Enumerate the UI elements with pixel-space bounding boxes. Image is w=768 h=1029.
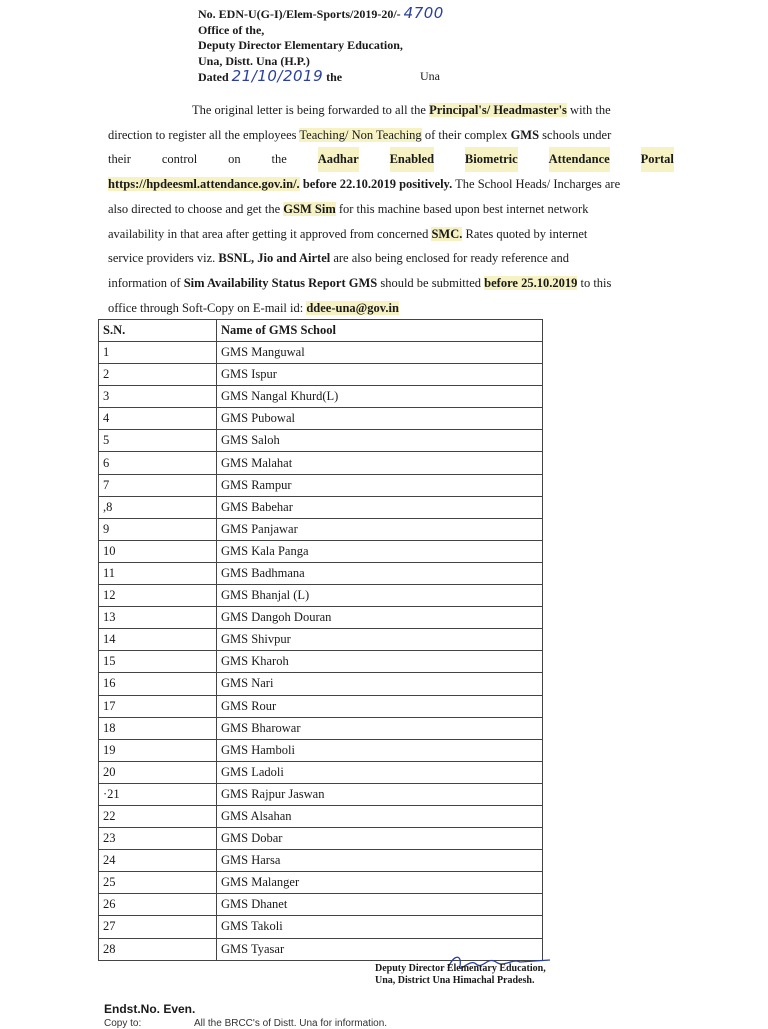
table-row [99,452,543,474]
table-row [99,585,543,607]
signature-block [375,963,546,987]
highlighted-word: Aadhar [318,147,359,172]
highlighted-text: GSM Sim [283,201,336,216]
highlighted-text: before 25.10.2019 [484,275,578,290]
school-name-cell: GMS Bharowar [217,717,543,739]
table-row [99,474,543,496]
school-name-cell: GMS Rampur [217,474,543,496]
table-row [99,673,543,695]
body-text-fragment: of their complex [424,127,508,142]
table-row [99,828,543,850]
serial-number-cell: 11 [99,562,217,584]
table-body [99,342,543,961]
body-text-fragment: The original letter is being forwarded to all the [192,103,426,117]
body-line-6 [108,222,674,247]
body-line-7 [108,246,674,271]
serial-number-cell: 22 [99,805,217,827]
table-row [99,872,543,894]
serial-number-cell: 3 [99,386,217,408]
body-text-fragment: should be submitted [380,275,482,290]
school-name-cell: GMS Shivpur [217,629,543,651]
reference-number: No. EDN-U(G-I)/Elem-Sports/2019-20/- [198,7,401,21]
serial-number-cell: 17 [99,695,217,717]
school-name-cell: GMS Dobar [217,828,543,850]
email-address: ddee-una@gov.in [306,300,399,315]
table-row [99,805,543,827]
body-line-2 [108,123,674,148]
dated-line [198,69,444,86]
table-row [99,916,543,938]
serial-number-cell: ·21 [99,783,217,805]
table-row [99,739,543,761]
body-line-9 [108,296,674,321]
serial-number-cell: 9 [99,518,217,540]
school-name-cell: GMS Malanger [217,872,543,894]
reference-number-line [198,6,444,23]
body-text-fragment: schools under [542,127,612,142]
body-text-fragment: to this [580,275,612,290]
column-header-sn: S.N. [99,320,217,342]
signature-address: Una, District Una Himachal Pradesh. [375,975,535,986]
the-label: the [326,70,343,84]
school-name-cell: GMS Saloh [217,430,543,452]
serial-number-cell: 23 [99,828,217,850]
school-name-cell: GMS Rour [217,695,543,717]
signature-designation: Deputy Director Elementary Education, [375,963,546,974]
school-name-cell: GMS Rajpur Jaswan [217,783,543,805]
portal-url: https://hpdeesml.attendance.gov.in/. [108,177,300,192]
table-row [99,342,543,364]
serial-number-cell: 25 [99,872,217,894]
body-text-fragment: are also being enclosed for ready reference and [333,251,569,266]
serial-number-cell: 4 [99,408,217,430]
body-word: control [161,152,198,167]
gms-schools-table [98,319,543,961]
school-name-cell: GMS Tyasar [217,938,543,960]
serial-number-cell: 24 [99,850,217,872]
place-name: Una [420,69,440,83]
table-row [99,562,543,584]
table-row [99,894,543,916]
highlighted-text: Teaching/ Non Teaching [299,127,422,142]
bold-text: BSNL, Jio and Airtel [218,251,331,266]
letter-body [108,98,674,320]
table-row [99,761,543,783]
table-row [99,364,543,386]
handwritten-date: 21/10/2019 [231,67,324,85]
body-word: their [108,152,131,167]
school-name-cell: GMS Hamboli [217,739,543,761]
letter-header [198,6,444,86]
body-text-fragment: with the [570,103,611,117]
bold-text: GMS [510,127,540,142]
table-row [99,629,543,651]
highlighted-word: Enabled [390,147,434,172]
school-name-cell: GMS Alsahan [217,805,543,827]
serial-number-cell: 15 [99,651,217,673]
serial-number-cell: 12 [99,585,217,607]
school-name-cell: GMS Panjawar [217,518,543,540]
body-line-3 [108,147,674,172]
school-name-cell: GMS Kharoh [217,651,543,673]
serial-number-cell: 20 [99,761,217,783]
serial-number-cell: 10 [99,540,217,562]
serial-number-cell: 6 [99,452,217,474]
bold-text: before 22.10.2019 positively. [302,177,453,192]
body-text-fragment: office through Soft-Copy on E-mail id: [108,300,304,315]
school-name-cell: GMS Kala Panga [217,540,543,562]
serial-number-cell: 16 [99,673,217,695]
body-line-4 [108,172,674,197]
body-text-fragment: service providers viz. [108,251,216,266]
body-text-fragment: for this machine based upon best internet network [338,201,589,216]
table-row [99,783,543,805]
serial-number-cell: 14 [99,629,217,651]
serial-number-cell: 2 [99,364,217,386]
copy-to-text: All the BRCC's of Distt. Una for information. [194,1018,388,1029]
table-row [99,430,543,452]
school-name-cell: GMS Nangal Khurd(L) [217,386,543,408]
body-text-fragment: availability in that area after getting it approved from concerned [108,226,429,241]
table-row [99,717,543,739]
serial-number-cell: 7 [99,474,217,496]
office-line-1: Office of the, [198,22,265,37]
table-header-row [99,320,543,342]
school-name-cell: GMS Dangoh Douran [217,607,543,629]
highlighted-word: Biometric [465,147,518,172]
school-name-cell: GMS Ispur [217,364,543,386]
table-row [99,408,543,430]
serial-number-cell: ,8 [99,496,217,518]
school-name-cell: GMS Babehar [217,496,543,518]
school-name-cell: GMS Badhmana [217,562,543,584]
serial-number-cell: 5 [99,430,217,452]
office-line-2: Deputy Director Elementary Education, [198,38,403,52]
table-row [99,607,543,629]
school-name-cell: GMS Malahat [217,452,543,474]
endorsement-number: Endst.No. Even. [104,1002,196,1016]
body-text-fragment: direction to register all the employees [108,127,297,142]
school-name-cell: GMS Ladoli [217,761,543,783]
table-row [99,651,543,673]
table-row [99,850,543,872]
body-text-fragment: also directed to choose and get the [108,201,281,216]
serial-number-cell: 1 [99,342,217,364]
school-name-cell: GMS Dhanet [217,894,543,916]
body-text-fragment: information of [108,275,181,290]
serial-number-cell: 28 [99,938,217,960]
serial-number-cell: 27 [99,916,217,938]
school-name-cell: GMS Takoli [217,916,543,938]
body-word: the [271,152,287,167]
highlighted-text: SMC. [431,226,463,241]
highlighted-text: Principal's/ Headmaster's [429,103,567,117]
serial-number-cell: 19 [99,739,217,761]
copy-to-label: Copy to: [104,1018,142,1029]
table-row [99,540,543,562]
table-row [99,496,543,518]
table-row [99,695,543,717]
school-name-cell: GMS Bhanjal (L) [217,585,543,607]
dated-label: Dated [198,70,229,84]
handwritten-dispatch-number: 4700 [403,4,444,22]
serial-number-cell: 18 [99,717,217,739]
serial-number-cell: 26 [99,894,217,916]
table-row [99,386,543,408]
school-name-cell: GMS Manguwal [217,342,543,364]
bold-text: Sim Availability Status Report GMS [183,275,378,290]
office-line-3: Una, Distt. Una (H.P.) [198,53,310,68]
body-line-8 [108,271,674,296]
body-line-5 [108,197,674,222]
school-name-cell: GMS Pubowal [217,408,543,430]
school-name-cell: GMS Nari [217,673,543,695]
column-header-school-name: Name of GMS School [217,320,543,342]
school-name-cell: GMS Harsa [217,850,543,872]
body-text-fragment: The School Heads/ Incharges are [455,177,621,192]
body-text-fragment: Rates quoted by internet [465,226,588,241]
body-line-1 [108,98,674,123]
body-word: on [228,152,241,167]
highlighted-word: Attendance [549,147,610,172]
table-row [99,518,543,540]
serial-number-cell: 13 [99,607,217,629]
highlighted-word: Portal [641,147,674,172]
